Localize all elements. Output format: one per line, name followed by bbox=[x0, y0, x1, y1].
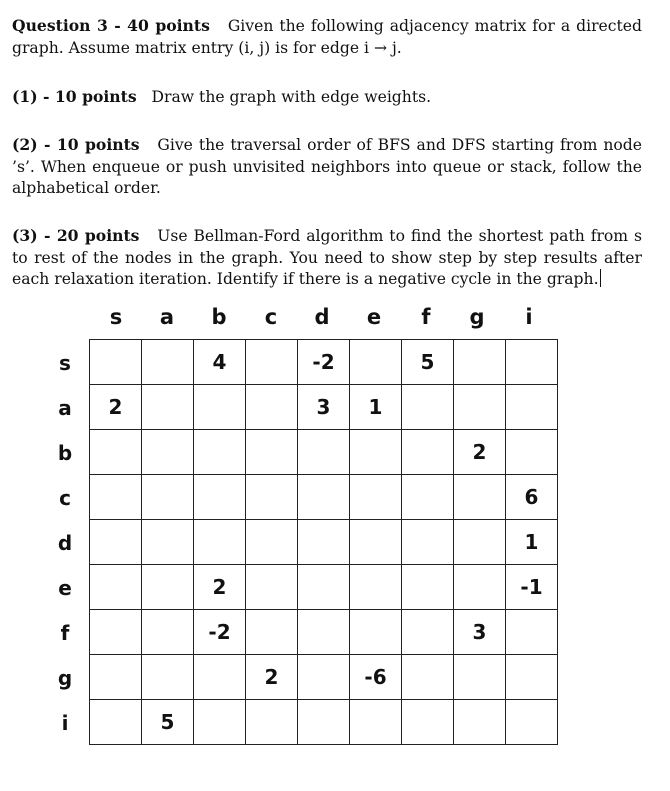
matrix-cell bbox=[298, 430, 350, 475]
column-header: s bbox=[109, 305, 123, 329]
matrix-cell bbox=[90, 565, 142, 610]
matrix-cell: 2 bbox=[90, 385, 142, 430]
matrix-cell bbox=[194, 475, 246, 520]
column-header: b bbox=[211, 305, 227, 329]
matrix-cell bbox=[454, 565, 506, 610]
matrix-cell: 3 bbox=[454, 610, 506, 655]
adjacency-matrix bbox=[89, 339, 558, 745]
row-header: s bbox=[59, 351, 71, 375]
part-1-label: (1) - 10 points bbox=[12, 87, 137, 106]
column-header: i bbox=[525, 305, 533, 329]
matrix-cell: 4 bbox=[194, 340, 246, 385]
matrix-cell bbox=[90, 430, 142, 475]
matrix-cell bbox=[454, 340, 506, 385]
matrix-cell bbox=[142, 430, 194, 475]
matrix-cell bbox=[298, 610, 350, 655]
matrix-cell: 6 bbox=[506, 475, 558, 520]
part-2-label: (2) - 10 points bbox=[12, 135, 140, 154]
matrix-cell bbox=[402, 430, 454, 475]
column-header: d bbox=[314, 305, 330, 329]
matrix-cell bbox=[142, 340, 194, 385]
matrix-cell bbox=[246, 430, 298, 475]
matrix-cell bbox=[506, 340, 558, 385]
matrix-cell bbox=[90, 340, 142, 385]
row-header: f bbox=[60, 621, 70, 645]
matrix-cell bbox=[246, 385, 298, 430]
matrix-row bbox=[90, 430, 558, 475]
matrix-cell bbox=[506, 700, 558, 745]
part-3-label: (3) - 20 points bbox=[12, 226, 140, 245]
part-2-text: Give the traversal order of BFS and DFS starting from node ’s’. When enqueue or push unvisited neighbors into queue or stack, follow the alphabetical order. bbox=[12, 136, 642, 197]
matrix-cell bbox=[142, 610, 194, 655]
matrix-cell bbox=[194, 520, 246, 565]
matrix-cell bbox=[402, 520, 454, 565]
matrix-cell bbox=[350, 475, 402, 520]
matrix-cell bbox=[142, 520, 194, 565]
matrix-cell: 5 bbox=[402, 340, 454, 385]
row-header: d bbox=[57, 531, 73, 555]
matrix-cell bbox=[402, 475, 454, 520]
row-header: g bbox=[57, 666, 73, 690]
matrix-cell bbox=[142, 655, 194, 700]
matrix-cell bbox=[298, 700, 350, 745]
part-1 bbox=[12, 86, 642, 109]
part-3 bbox=[12, 225, 642, 291]
matrix-row bbox=[90, 520, 558, 565]
matrix-cell bbox=[90, 475, 142, 520]
text-cursor bbox=[600, 269, 601, 287]
matrix-row bbox=[90, 700, 558, 745]
matrix-cell: -2 bbox=[298, 340, 350, 385]
matrix-cell bbox=[90, 520, 142, 565]
matrix-cell bbox=[506, 385, 558, 430]
matrix-cell bbox=[402, 700, 454, 745]
matrix-cell bbox=[298, 565, 350, 610]
matrix-cell bbox=[246, 565, 298, 610]
matrix-row bbox=[90, 340, 558, 385]
matrix-cell bbox=[142, 565, 194, 610]
row-header: c bbox=[59, 486, 71, 510]
matrix-cell bbox=[194, 655, 246, 700]
matrix-cell bbox=[402, 385, 454, 430]
matrix-cell bbox=[506, 430, 558, 475]
matrix-cell: 5 bbox=[142, 700, 194, 745]
matrix-cell bbox=[246, 475, 298, 520]
matrix-cell bbox=[298, 520, 350, 565]
matrix-cell bbox=[194, 385, 246, 430]
matrix-cell bbox=[506, 610, 558, 655]
column-header: c bbox=[264, 305, 278, 329]
matrix-row bbox=[90, 475, 558, 520]
matrix-cell: 2 bbox=[454, 430, 506, 475]
matrix-cell bbox=[142, 475, 194, 520]
column-header: g bbox=[469, 305, 485, 329]
row-header: e bbox=[58, 576, 72, 600]
matrix-row bbox=[90, 610, 558, 655]
matrix-row bbox=[90, 655, 558, 700]
matrix-cell bbox=[90, 655, 142, 700]
part-1-text: Draw the graph with edge weights. bbox=[151, 88, 432, 106]
matrix-cell: 1 bbox=[506, 520, 558, 565]
matrix-cell bbox=[298, 475, 350, 520]
matrix-cell bbox=[246, 610, 298, 655]
matrix-cell bbox=[194, 430, 246, 475]
matrix-cell: -2 bbox=[194, 610, 246, 655]
matrix-cell bbox=[90, 610, 142, 655]
column-header: f bbox=[421, 305, 431, 329]
row-header: a bbox=[58, 396, 72, 420]
question-intro bbox=[12, 15, 642, 59]
matrix-cell bbox=[298, 655, 350, 700]
part-2 bbox=[12, 134, 642, 200]
matrix-cell: 1 bbox=[350, 385, 402, 430]
matrix-cell bbox=[454, 520, 506, 565]
matrix-cell bbox=[454, 475, 506, 520]
matrix-cell bbox=[246, 520, 298, 565]
matrix-cell bbox=[350, 565, 402, 610]
matrix-cell bbox=[402, 655, 454, 700]
matrix-cell bbox=[194, 700, 246, 745]
row-header: i bbox=[61, 711, 69, 735]
matrix-cell: -6 bbox=[350, 655, 402, 700]
matrix-cell: 2 bbox=[246, 655, 298, 700]
matrix-cell bbox=[350, 430, 402, 475]
row-header: b bbox=[57, 441, 73, 465]
question-title: Question 3 - 40 points bbox=[12, 16, 210, 35]
matrix-cell: 2 bbox=[194, 565, 246, 610]
matrix-cell: -1 bbox=[506, 565, 558, 610]
matrix-cell bbox=[142, 385, 194, 430]
matrix-cell bbox=[402, 565, 454, 610]
matrix-cell bbox=[454, 655, 506, 700]
matrix-cell bbox=[454, 385, 506, 430]
matrix-cell bbox=[90, 700, 142, 745]
matrix-cell bbox=[350, 610, 402, 655]
matrix-cell bbox=[350, 520, 402, 565]
column-header: a bbox=[159, 305, 175, 329]
question-text: Given the following adjacency matrix for a directed graph. Assume matrix entry (i, j) is for edge i → j. bbox=[12, 17, 642, 57]
matrix-cell bbox=[402, 610, 454, 655]
matrix-cell bbox=[350, 700, 402, 745]
matrix-row bbox=[90, 565, 558, 610]
matrix-cell bbox=[454, 700, 506, 745]
part-3-text: Use Bellman-Ford algorithm to find the shortest path from s to rest of the nodes in the graph. You need to show step by step results after each relaxation iteration. Identify if there is a negative cycle in the graph. bbox=[12, 227, 642, 288]
matrix-cell bbox=[246, 700, 298, 745]
matrix-cell bbox=[246, 340, 298, 385]
matrix-cell: 3 bbox=[298, 385, 350, 430]
matrix-cell bbox=[506, 655, 558, 700]
column-header: e bbox=[366, 305, 382, 329]
matrix-cell bbox=[350, 340, 402, 385]
matrix-row bbox=[90, 385, 558, 430]
